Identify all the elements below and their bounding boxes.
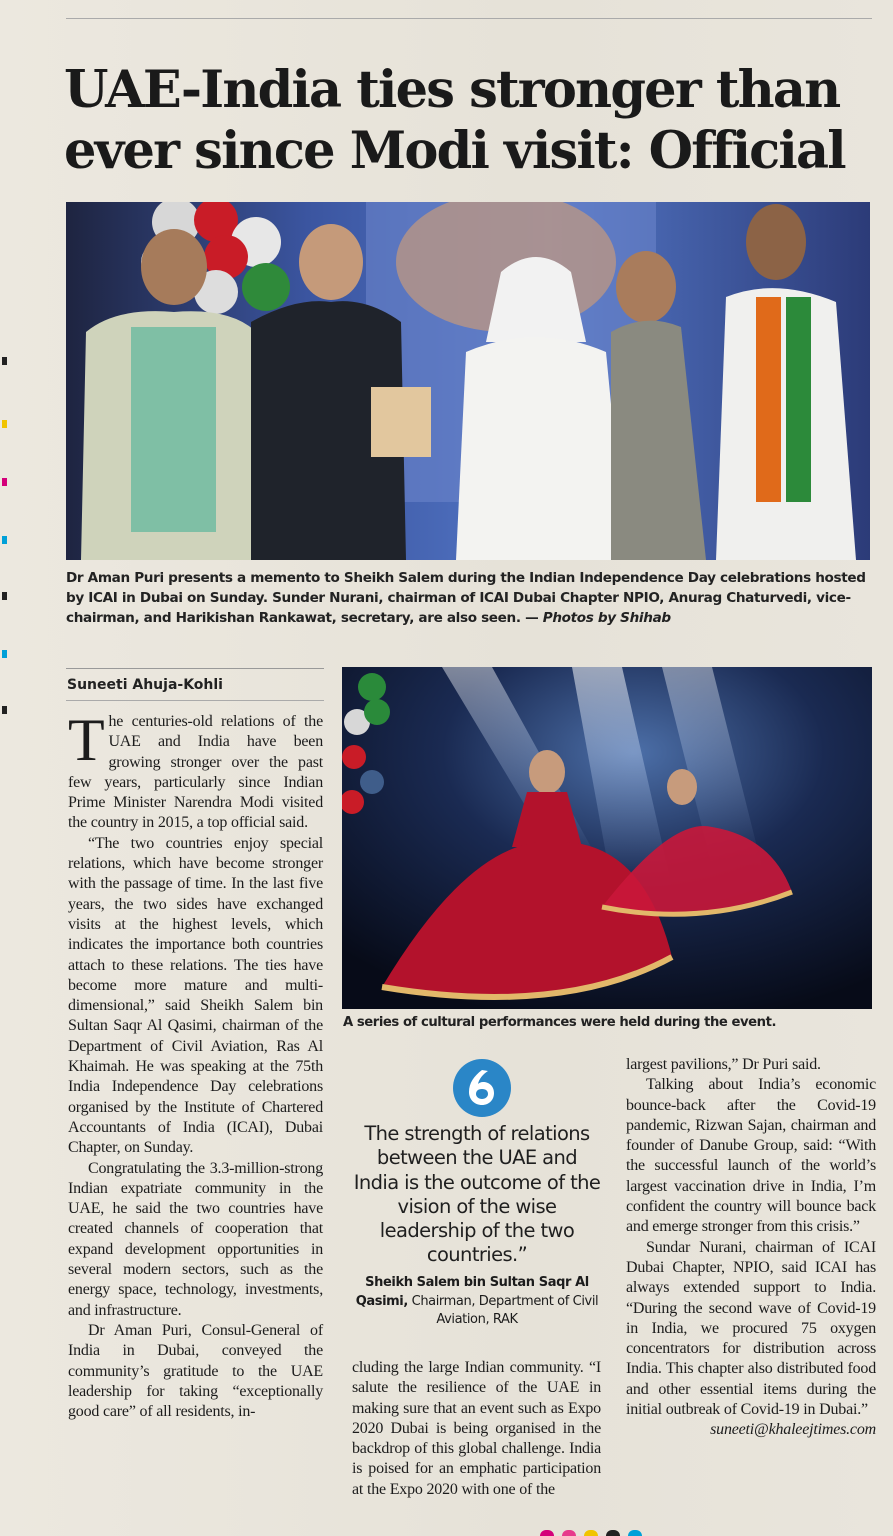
quote-mark-icon: [452, 1058, 512, 1118]
performance-caption: A series of cultural performances were held during the event.: [343, 1015, 777, 1030]
paragraph-4: Dr Aman Puri, Consul-General of India in Dubai, conveyed the community’s gratitude to the UAE leadership for taking “exceptionally good care” of all residents, in-: [68, 1321, 323, 1421]
byline-rule: [66, 668, 324, 669]
paragraph-6: largest pavilions,” Dr Puri said.: [626, 1056, 821, 1073]
quote-speaker: Sheikh Salem bin Sultan Saqr Al Qasimi,: [355, 1275, 589, 1309]
top-rule: [66, 18, 872, 19]
paragraph-3: Congratulating the 3.3-million-strong Indian expatriate community in the UAE, he said the two countries have created channels of cooperation that expand development opportunities in several modern sectors, such as the energy space, technology, investments, and infrastructure.: [68, 1159, 323, 1319]
paragraph-2: “The two countries enjoy special relations, which have become stronger with the passage of time. In the last five years, the two sides have exchanged visits at the highest levels, which indicates the importance both countries attach to these relations. The ties have become more mature and multi-dimensional,” said Sheikh Salem bin Sultan Saqr Al Qasimi, chairman of the Department of Civil Aviation, Ras Al Khaimah. He was speaking at the 75th India Independence Day celebrations organised by the Institute of Chartered Accountants of India (ICAI), Dubai Chapter, on Sunday.: [68, 834, 323, 1157]
award-ceremony-photo: [66, 202, 870, 560]
byline-rule-bottom: [66, 700, 324, 701]
paragraph-5: cluding the large Indian community. “I salute the resilience of the UAE in making sure that an event such as Expo 2020 Dubai is being organised in the backdrop of this global challenge. India is poised for an emphatic participation at the Expo 2020 with one of the: [352, 1359, 601, 1498]
paragraph-8: Sundar Nurani, chairman of ICAI Dubai Chapter, NPIO, said ICAI has always extended support to India. “During the second wave of Covid-19 in India, we procured 75 oxygen concentrators for distribution across India. This chapter also distributed food and other essential items during the initial outbreak of Covid-19 in Dubai.”: [626, 1238, 876, 1419]
paragraph-1-text: he centuries-old relations of the UAE and India have been growing stronger over the past few years, particularly since Indian Prime Minister Narendra Modi visited the country in 2015, a top official said.: [68, 713, 323, 832]
article-column-3: [626, 1055, 876, 1441]
author-email: suneeti@khaleejtimes.com: [710, 1421, 876, 1439]
paragraph-7: Talking about India’s economic bounce-back after the Covid-19 pandemic, Rizwan Sajan, chairman and founder of Danube Group, said: “With the successful launch of the world’s largest vaccination drive in India, I’m confident the country will bounce back and emerge stronger from this crisis.”: [626, 1076, 876, 1236]
photo-caption: [66, 568, 874, 628]
article-column-1: [68, 707, 323, 1422]
caption-text: Dr Aman Puri presents a memento to Sheikh Salem during the Indian Independence Day celebrations hosted by ICAI in Dubai on Sunday. Sunder Nurani, chairman of ICAI Dubai Chapter NPIO, Anurag Chaturvedi, vice-chairman, and Harikishan Rankawat, secretary, are also seen. —: [66, 570, 866, 626]
paragraph-1: [68, 707, 323, 834]
pull-quote: The strength of relations between the UAE and India is the outcome of the vision of the wise leadership of the two countries.”: [353, 1122, 601, 1267]
quote-speaker-role: Chairman, Department of Civil Aviation, RAK: [411, 1293, 599, 1327]
headline: UAE-India ties stronger than ever since Modi visit: Official: [64, 60, 845, 181]
pull-quote-attribution: [352, 1274, 602, 1330]
cultural-performance-photo: [342, 667, 872, 1009]
drop-cap: T: [68, 707, 105, 773]
byline: Suneeti Ahuja-Kohli: [67, 677, 223, 693]
article-column-2: [352, 1358, 601, 1500]
photo-credit: Photos by Shihab: [542, 610, 671, 626]
